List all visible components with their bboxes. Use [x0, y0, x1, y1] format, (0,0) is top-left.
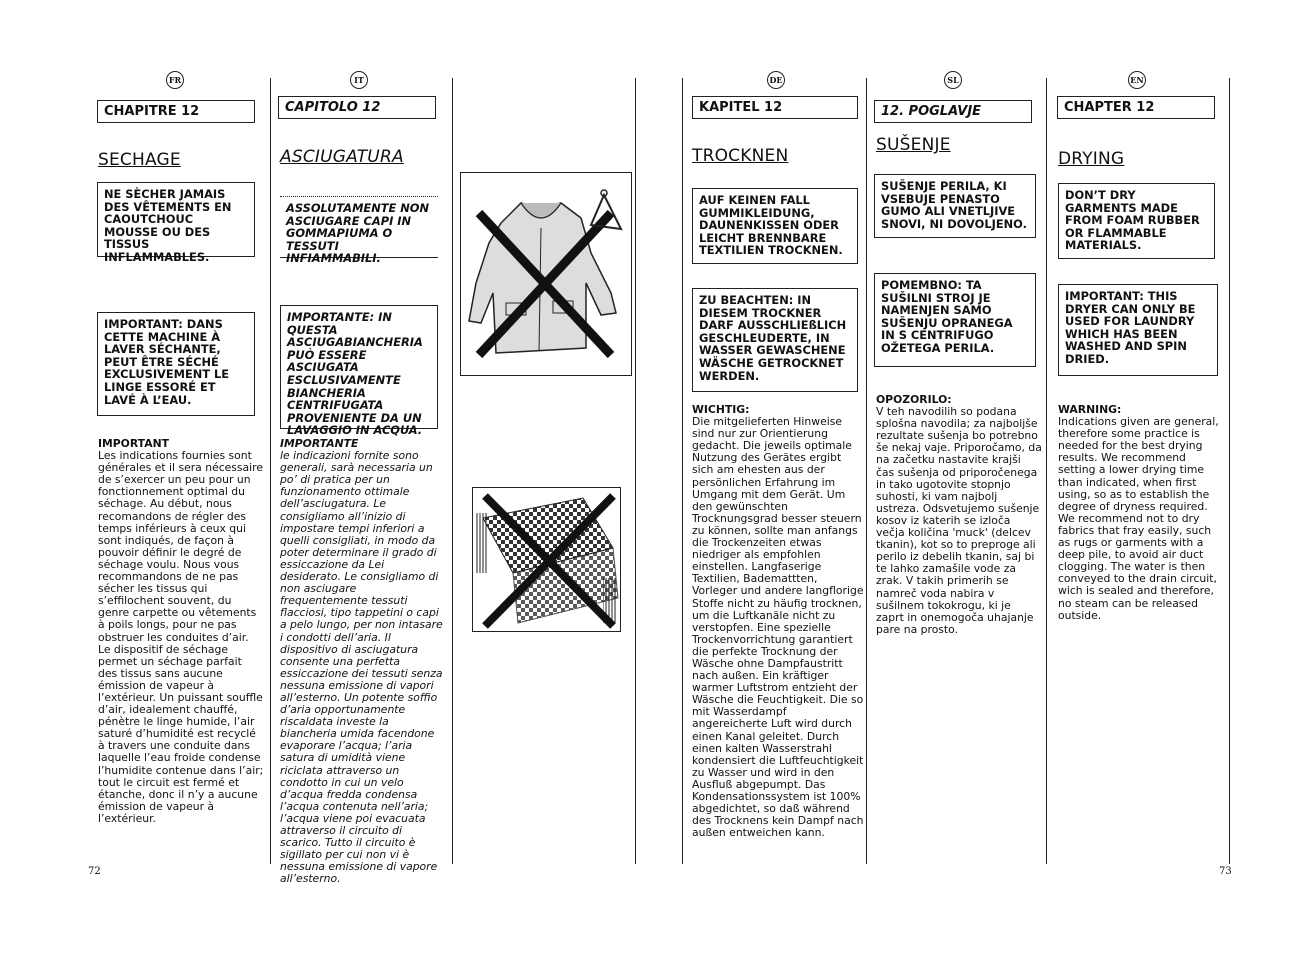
column-divider — [1229, 78, 1230, 864]
important-box-sl: POMEMBNO: TA SUŠILNI STROJ JE NAMENJEN SAMO SUŠENJU OPRANEGA IN S CENTRIFUGO OŽETEGA PERILA. — [874, 273, 1036, 367]
body-text-fr — [98, 438, 264, 825]
page-gutter-divider — [635, 78, 636, 864]
page-number-right: 73 — [1219, 866, 1232, 877]
warning-box-sl: SUŠENJE PERILA, KI VSEBUJE PENASTO GUMO ALI VNETLJIVE SNOVI, NI DOVOLJENO. — [874, 174, 1036, 238]
section-title-fr: SECHAGE — [98, 150, 181, 170]
warning-box-en: DON’T DRY GARMENTS MADE FROM FOAM RUBBER OR FLAMMABLE MATERIALS. — [1058, 183, 1215, 259]
rug-no-dry-icon — [473, 488, 620, 631]
page-number-left: 72 — [88, 866, 101, 877]
chapter-title-fr: CHAPITRE 12 — [97, 100, 255, 123]
body-text-en — [1058, 404, 1220, 622]
body-text-it — [280, 438, 446, 885]
column-divider — [270, 78, 271, 864]
language-badge-it: IT — [350, 71, 368, 89]
body-heading-sl: OPOZORILO: — [876, 393, 952, 406]
chapter-title-it: CAPITOLO 12 — [278, 96, 436, 119]
rug-illustration — [472, 487, 621, 632]
chapter-title-de: KAPITEL 12 — [692, 96, 858, 119]
body-text-sl — [876, 394, 1042, 636]
warning-box-fr: NE SÈCHER JAMAIS DES VÊTEMENTS EN CAOUTCHOUC MOUSSE OU DES TISSUS INFLAMMABLES. — [97, 182, 255, 257]
column-divider — [682, 78, 683, 864]
body-paragraph-en: Indications given are general, therefore some practice is needed for the best drying results. We recommend setting a lower drying time than indicated, when first using, so as to establish the degree of dryness required. We recommend not to dry fabrics that fray easily, such as rugs or garments with a deep pile, to avoid air duct clogging. The water is then conveyed to the drain circuit, wich is sealed and therefore, no steam can be released outside. — [1058, 415, 1219, 622]
body-heading-it: IMPORTANTE — [280, 437, 359, 450]
column-divider — [866, 78, 867, 864]
body-paragraph-fr: Les indications fournies sont générales et il sera nécessaire de s’exercer un peu pour un fonctionnement optimal du séchage. Au début, nous recomandons de régler des temps inférieurs à ceux qui sont indiqués, de façon à pouvoir définir le degré de séchage voulu. Nous vous recommandons de ne pas sécher les tissus qui s’effilochent souvent, du genre carpette ou vêtements à poils longs, pour ne pas obstruer les conduites d’air. Le dispositif de séchage permet un séchage parfait des tissus sans aucune émission de vapeur à l’extérieur. Un puissant souffle d’air, idealement chauffé, pénètre le linge humide, l’air saturé d’humidité est recyclé à travers une conduite dans laquelle l’eau froide condense l’humidite contenue dans l’air; tout le circuit est fermé et étanche, donc il n’y a aucune émission de vapeur à l’extérieur. — [98, 449, 264, 825]
warning-box-it: ASSOLUTAMENTE NON ASCIUGARE CAPI IN GOMMAPIUMA O TESSUTI INFIAMMABILI. — [280, 196, 438, 258]
important-box-it: IMPORTANTE: IN QUESTA ASCIUGABIANCHERIA PUÒ ESSERE ASCIUGATA ESCLUSIVAMENTE BIANCHERIA CENTRIFUGATA PROVENIENTE DA UN LAVAGGIO IN ACQUA. — [280, 305, 438, 429]
body-heading-de: WICHTIG: — [692, 403, 750, 416]
chapter-title-en: CHAPTER 12 — [1057, 96, 1215, 119]
important-box-en: IMPORTANT: THIS DRYER CAN ONLY BE USED FOR LAUNDRY WHICH HAS BEEN WASHED AND SPIN DRIED. — [1058, 284, 1218, 376]
column-divider — [452, 78, 453, 864]
section-title-de: TROCKNEN — [692, 146, 789, 166]
body-heading-fr: IMPORTANT — [98, 437, 169, 450]
language-badge-en: EN — [1128, 71, 1146, 89]
section-title-en: DRYING — [1058, 149, 1125, 169]
language-badge-sl: SL — [944, 71, 962, 89]
important-box-de: ZU BEACHTEN: IN DIESEM TROCKNER DARF AUSSCHLIEßLICH GESCHLEUDERTE, IN WASSER GEWASCHENE WÄSCHE GETROCKNET WERDEN. — [692, 288, 858, 392]
body-paragraph-de: Die mitgelieferten Hinweise sind nur zur Orientierung gedacht. Die jeweils optimale Nutzung des Gerätes ergibt sich am ehesten aus der persönlichen Erfahrung im Umgang mit dem Gerät. Um den gewünschten Trocknungsgrad besser steuern zu können, sollte man anfangs die Trockenzeiten etwas niedriger als empfohlen einstellen. Langfaserige Textilien, Bademattten, Vorleger und andere langflorige Stoffe nicht zu häufig trocknen, um die Luftkanäle nicht zu verstopfen. Eine spezielle Trockenvorrichtung garantiert die perfekte Trocknung der Wäsche ohne Dampfaustritt nach außen. Ein kräftiger warmer Luftstrom entzieht der Wäsche die Feuchtigkeit. Die so mit Wasserdampf angereicherte Luft wird durch einen Kanal geleitet. Durch einen kalten Wasserstrahl kondensiert die Luftfeuchtigkeit zu Wasser und wird in den Ausfluß abgepumpt. Das Kondensationssystem ist 100% abgedichtet, so daß während des Trocknens kein Dampf nach außen entweichen kann. — [692, 415, 864, 840]
chapter-title-sl: 12. POGLAVJE — [874, 100, 1032, 123]
section-title-sl: SUŠENJE — [876, 135, 951, 155]
important-box-fr: IMPORTANT: DANS CETTE MACHINE À LAVER SÉCHANTE, PEUT ÊTRE SÉCHÉ EXCLUSIVEMENT LE LINGE ESSORÉ ET LAVÉ À L’EAU. — [97, 312, 255, 416]
body-heading-en: WARNING: — [1058, 403, 1122, 416]
section-title-it: ASCIUGATURA — [280, 147, 404, 167]
body-text-de — [692, 404, 864, 839]
language-badge-de: DE — [767, 71, 785, 89]
jacket-illustration — [460, 172, 632, 376]
body-paragraph-it: le indicazioni fornite sono generali, sarà necessaria un po’ di pratica per un funzionamento ottimale dell’asciugatura. Le consigliamo all’inizio di impostare tempi inferiori a quelli consigliati, in modo da poter determinare il grado di essiccazione da Lei desiderato. Le consigliamo di non asciugare frequentemente tessuti flacciosi, tipo tappetini o capi a pelo lungo, per non intasare i condotti dell’aria. Il dispositivo di asciugatura consente una perfetta essiccazione dei tessuti senza nessuna emissione di vapori all’esterno. Un potente soffio d’aria opportunamente riscaldata investe la biancheria umida facendone evaporare l’acqua; l’aria satura di umidità viene riciclata attraverso un condotto in cui un velo d’acqua fredda condensa l’acqua contenuta nell’aria; l’acqua viene poi evacuata attraverso il circuito di scarico. Tutto il circuito è sigillato per cui non vi è nessuna emissione di vapore all’esterno. — [280, 449, 443, 886]
jacket-no-dry-icon — [461, 173, 631, 375]
warning-box-de: AUF KEINEN FALL GUMMIKLEIDUNG, DAUNENKISSEN ODER LEICHT BRENNBARE TEXTILIEN TROCKNEN. — [692, 188, 858, 264]
body-paragraph-sl: V teh navodilih so podana splošna navodila; za najboljše rezultate sušenja bo potrebno še nekaj vaje. Priporočamo, da na začetku nastavite krajši čas sušenja od priporočenega in tako ugotovite stopnjo suhosti, ki vam najbolj ustreza. Odsvetujemo sušenje kosov iz katerih se izloča večja količina 'muck' (delcev tkanin), kot so to preproge ali perilo iz debelih tkanin, saj bi te lahko zamašile vode za zrak. V takih primerih se namreč voda nabira v sušilnem tokokrogu, ki je zaprt in onemogoča uhajanje pare na prosto. — [876, 405, 1042, 636]
language-badge-fr: FR — [166, 71, 184, 89]
column-divider — [1046, 78, 1047, 864]
